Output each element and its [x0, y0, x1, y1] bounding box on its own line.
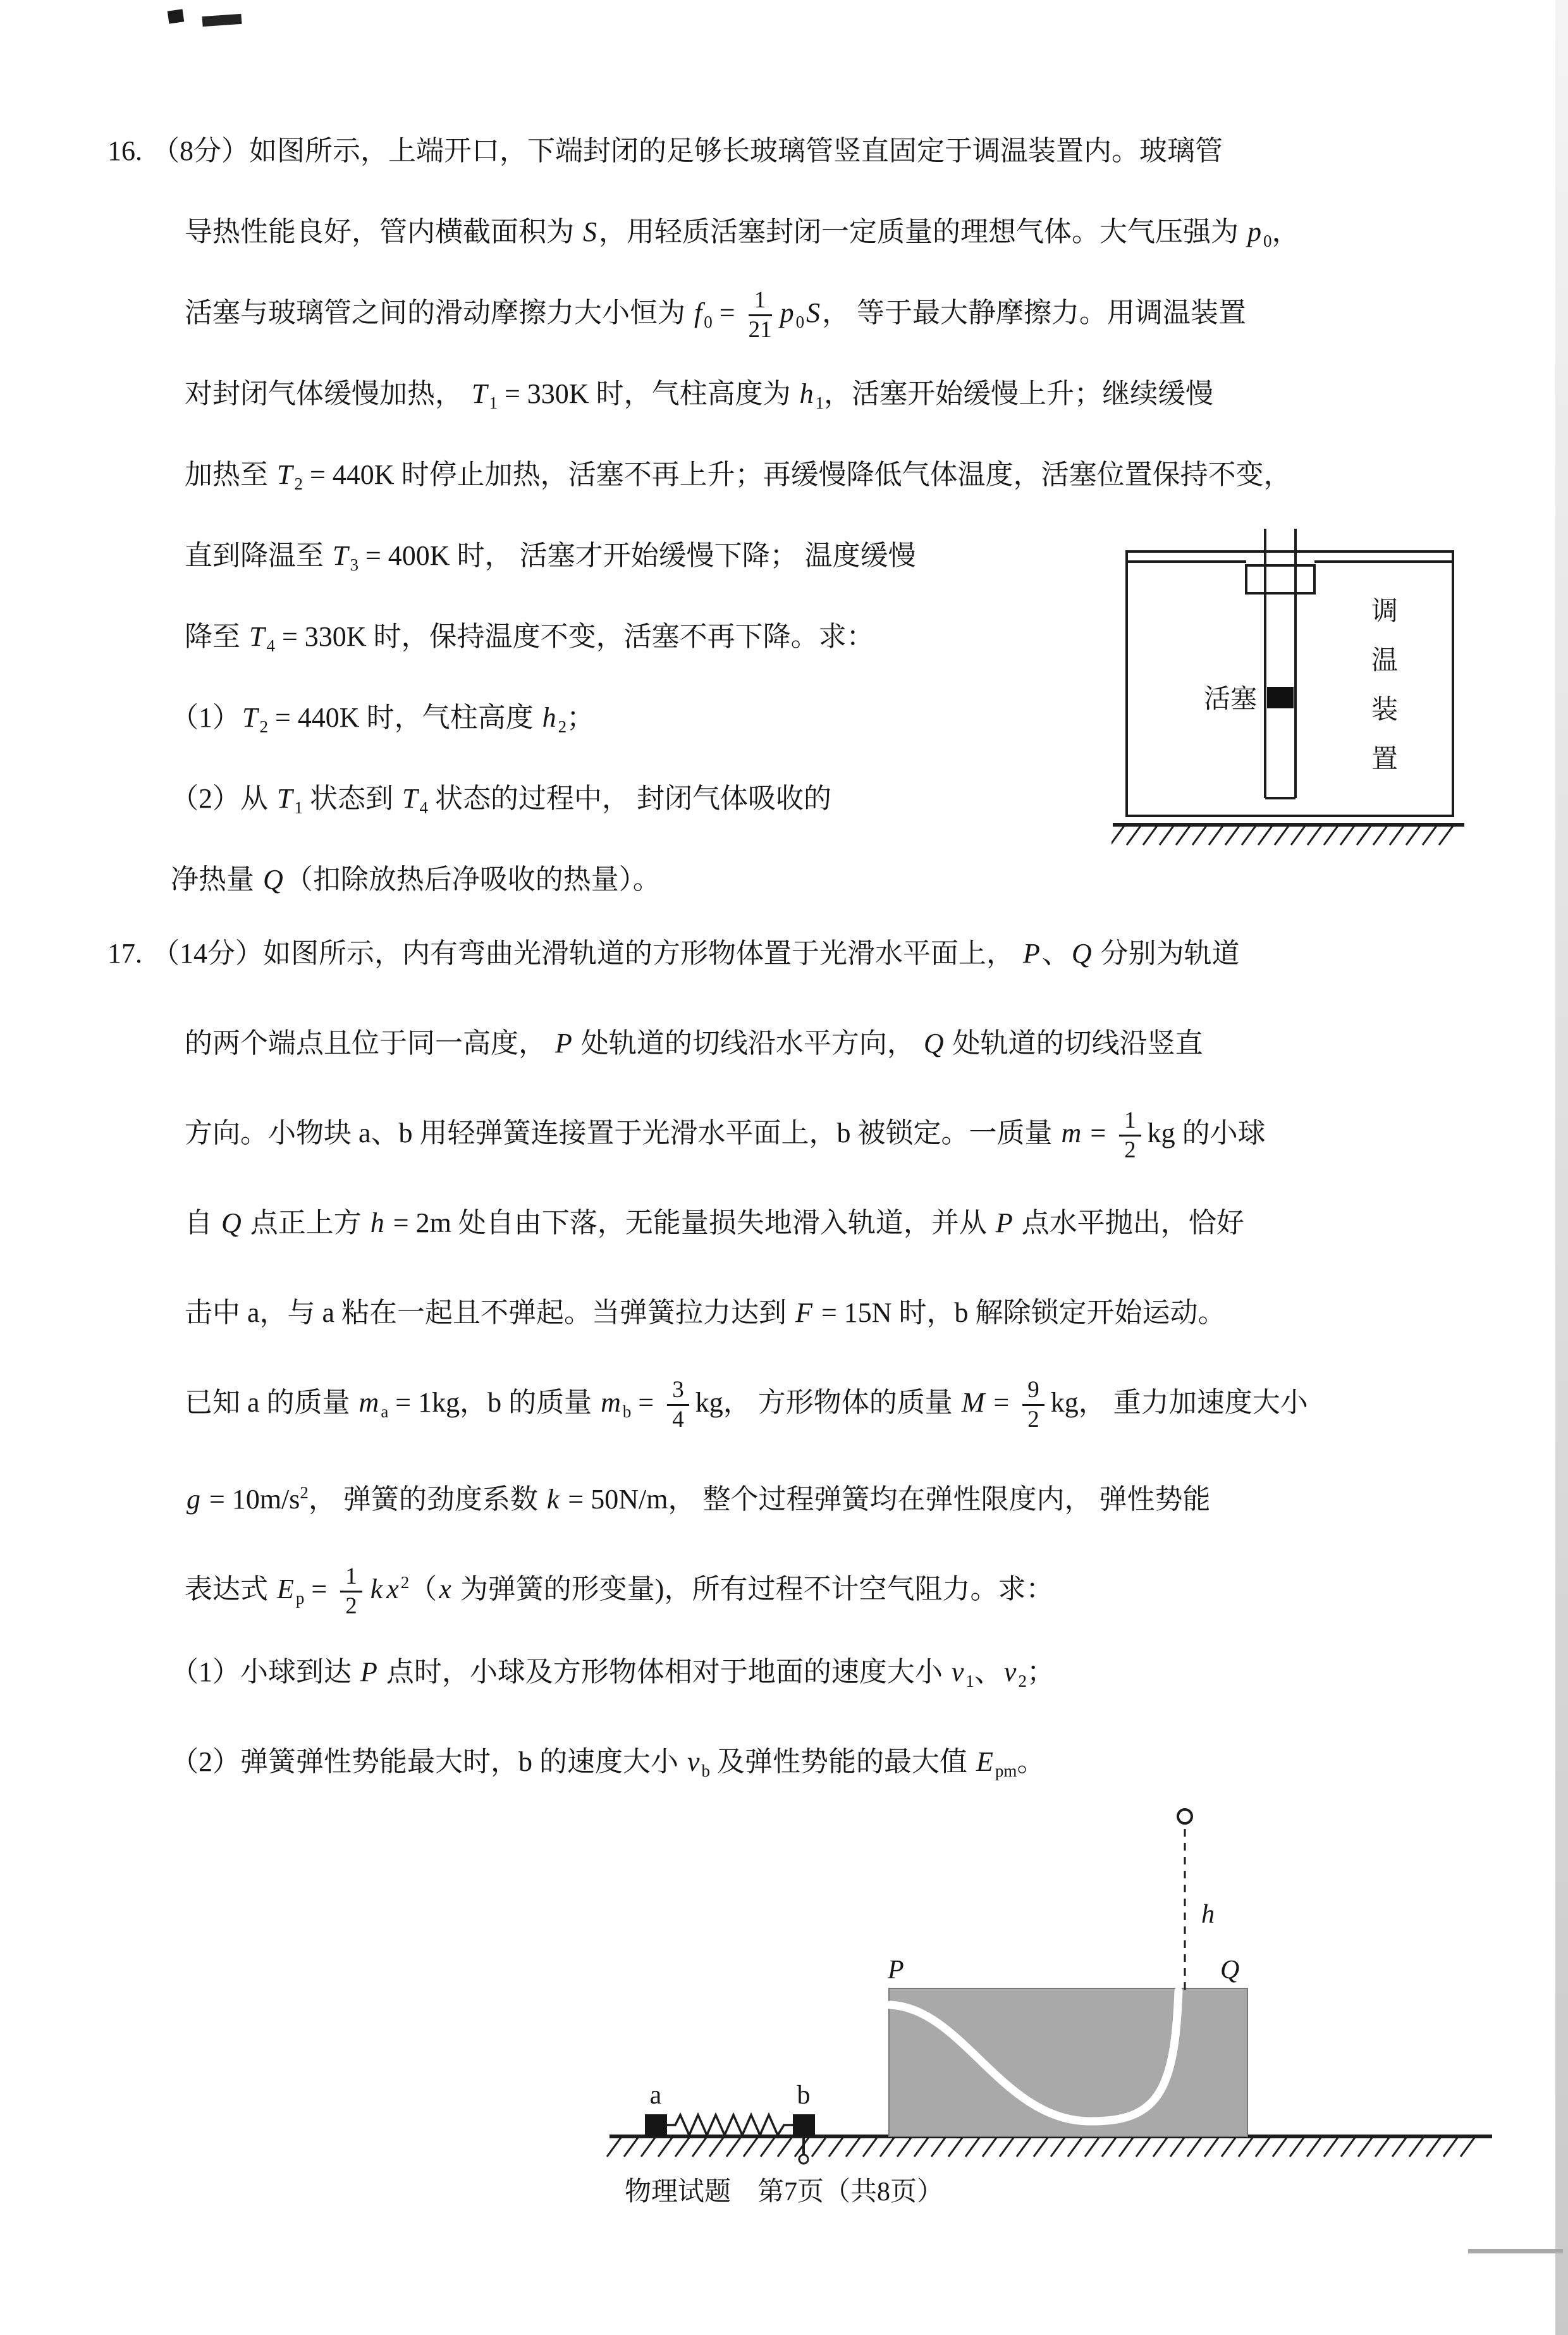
- text-run: =: [631, 1387, 661, 1418]
- text-line: [107, 1178, 1536, 1268]
- text-run: （1）小球到达: [171, 1656, 358, 1687]
- text-run: 及弹性势能的最大值: [710, 1746, 975, 1777]
- device-label-char: 置: [1371, 745, 1399, 774]
- text-run: 1: [294, 798, 303, 817]
- problem-17: [107, 909, 1536, 1807]
- math-var: P: [1023, 938, 1040, 969]
- text-line: [107, 1627, 1536, 1717]
- tube-clamp: [1246, 565, 1314, 593]
- page-footer: 物理试题 第7页（共8页）: [624, 2178, 943, 2207]
- lock-pin-head: [799, 2155, 808, 2164]
- math-var: F: [795, 1297, 812, 1328]
- text-run: ， 弹簧的劲度系数: [308, 1484, 545, 1515]
- text-run: 2: [294, 474, 303, 493]
- math-var: k: [370, 1574, 383, 1605]
- text-run: 已知 a 的质量: [185, 1387, 357, 1418]
- text-run: = 2m 处自由下落，无能量损失地滑入轨道，并从: [386, 1207, 994, 1238]
- text-run: ， 等于最大静摩擦力。用调温装置: [822, 297, 1247, 328]
- piston-label: 活塞: [1203, 685, 1257, 714]
- text-run: =: [986, 1387, 1017, 1418]
- text-run: 、: [974, 1656, 1002, 1687]
- text-run: 0: [1263, 231, 1272, 250]
- text-run: 3: [350, 555, 358, 574]
- text-run: 状态到: [302, 783, 400, 814]
- text-run: = 330K 时，保持温度不变，活塞不再下降。求：: [274, 621, 874, 652]
- text-run: 降至: [185, 621, 247, 652]
- math-var: T: [333, 540, 348, 571]
- text-run: 点正上方: [243, 1207, 369, 1238]
- ball: [1178, 1809, 1192, 1823]
- math-var: S: [583, 216, 597, 247]
- block-a: [645, 2114, 667, 2136]
- height-label: h: [1201, 1900, 1215, 1929]
- text-run: 、: [1041, 938, 1070, 969]
- text-run: （2）从: [171, 783, 275, 814]
- text-run: 1: [489, 393, 498, 412]
- math-var: p: [780, 297, 794, 328]
- text-run: 击中 a，与 a 粘在一起且不弹起。当弹簧拉力达到: [185, 1297, 794, 1328]
- text-run: 分别为轨道: [1093, 938, 1240, 969]
- text-line: [107, 192, 1536, 273]
- text-run: kg， 重力加速度大小: [1050, 1387, 1308, 1418]
- math-var: Q: [1071, 938, 1092, 969]
- device-box: [1127, 551, 1453, 816]
- text-run: 的两个端点且位于同一高度，: [185, 1028, 553, 1059]
- math-var: h: [542, 702, 556, 733]
- text-run: 0: [704, 312, 713, 331]
- text-run: （1）: [171, 702, 240, 733]
- text-run: = 440K 时，气柱高度: [267, 702, 541, 733]
- point-p-label: P: [888, 1956, 904, 1985]
- text-run: 方向。小物块 a、b 用轻弹簧连接置于光滑水平面上，b 被锁定。一质量: [185, 1118, 1060, 1149]
- text-run: p: [295, 1589, 305, 1608]
- text-run: b: [622, 1402, 632, 1421]
- text-run: =: [1083, 1118, 1113, 1149]
- text-run: （扣除放热后净吸收的热量）。: [285, 864, 661, 895]
- point-q-label: Q: [1220, 1956, 1240, 1985]
- math-var: S: [806, 297, 821, 328]
- math-var: T: [249, 621, 265, 652]
- math-var: g: [187, 1484, 200, 1515]
- diagram-thermo-device: [1112, 524, 1478, 878]
- text-run: 为弹簧的形变量)，所有过程不计空气阻力。求：: [453, 1574, 1054, 1605]
- text-run: （2）弹簧弹性势能最大时，b 的速度大小: [171, 1746, 685, 1777]
- text-run: 状态的过程中， 封闭气体吸收的: [427, 783, 831, 814]
- fraction: $\frac{1}{2}$: [340, 1565, 362, 1620]
- text-run: = 400K 时， 活塞才开始缓慢下降； 温度缓慢: [358, 540, 916, 571]
- math-var: P: [995, 1207, 1013, 1238]
- text-run: （: [409, 1574, 438, 1605]
- block-a-label: a: [649, 2081, 662, 2110]
- text-run: ，用轻质活塞封闭一定质量的理想气体。大气压强为: [599, 216, 1246, 247]
- math-var: m: [358, 1387, 379, 1418]
- math-var: T: [472, 378, 487, 409]
- scan-artifact: [168, 9, 185, 23]
- math-var: f: [694, 297, 702, 328]
- math-var: E: [976, 1746, 993, 1777]
- text-run: 活塞与玻璃管之间的滑动摩擦力大小恒为: [185, 297, 692, 328]
- ground-hatching: [607, 2138, 1474, 2157]
- math-var: v: [1003, 1656, 1017, 1687]
- text-run: kg， 方形物体的质量: [695, 1387, 960, 1418]
- text-run: = 1kg，b 的质量: [388, 1387, 599, 1418]
- text-run: a: [381, 1402, 389, 1421]
- scan-edge-shadow: [1555, 0, 1568, 2335]
- text-line: [107, 111, 1536, 192]
- text-run: 表达式: [185, 1574, 275, 1605]
- math-var: p: [1247, 216, 1261, 247]
- text-run: 导热性能良好，管内横截面积为: [185, 216, 581, 247]
- text-run: b: [701, 1761, 711, 1780]
- text-run: 直到降温至: [185, 540, 331, 571]
- text-line: [107, 273, 1536, 354]
- math-var: M: [961, 1387, 985, 1418]
- math-var: P: [555, 1028, 572, 1059]
- text-run: 1: [965, 1672, 974, 1691]
- text-line: [107, 999, 1536, 1088]
- math-var: Q: [923, 1028, 944, 1059]
- text-line: [107, 434, 1536, 515]
- device-label-char: 装: [1371, 696, 1399, 725]
- ground-hatching: [1112, 826, 1453, 845]
- text-run: 4: [266, 636, 275, 655]
- device-label-char: 温: [1371, 646, 1399, 675]
- text-line: [107, 1358, 1536, 1448]
- text-run: 加热至: [185, 459, 275, 490]
- fraction: $\frac{1}{2}$: [1119, 1109, 1141, 1164]
- text-run: ；: [1026, 1656, 1055, 1687]
- math-var: E: [277, 1574, 294, 1605]
- math-var: h: [799, 378, 814, 409]
- text-run: = 50N/m， 整个过程弹簧均在弹性限度内， 弹性势能: [561, 1484, 1211, 1515]
- math-var: P: [360, 1656, 377, 1687]
- math-var: T: [277, 459, 293, 490]
- math-var: T: [401, 783, 418, 814]
- math-var: h: [370, 1207, 384, 1238]
- fraction: $\frac{9}{2}$: [1022, 1378, 1044, 1433]
- fraction: $\frac{1}{21}$: [748, 286, 772, 343]
- text-run: ，活塞开始缓慢上升；继续缓慢: [824, 378, 1214, 409]
- device-label-char: 调: [1371, 597, 1399, 626]
- text-run: 点水平抛出，恰好: [1014, 1207, 1244, 1238]
- text-line: [107, 1448, 1536, 1537]
- text-run: 净热量: [171, 864, 261, 895]
- text-line: [107, 909, 1536, 999]
- text-run: 处轨道的切线沿竖直: [945, 1028, 1203, 1059]
- text-run: 自: [185, 1207, 219, 1238]
- text-run: = 440K 时停止加热，活塞不再上升；再缓慢降低气体温度，活塞位置保持不变，: [302, 459, 1292, 490]
- text-run: 0: [795, 312, 805, 331]
- text-run: 对封闭气体缓慢加热，: [185, 378, 470, 409]
- text-run: 。: [1017, 1746, 1045, 1777]
- math-var: x: [386, 1574, 399, 1605]
- text-run: 2: [400, 1573, 410, 1592]
- fraction: $\frac{3}{4}$: [667, 1378, 689, 1433]
- block-b: [793, 2114, 815, 2136]
- text-run: 1: [815, 393, 824, 412]
- text-run: =: [712, 297, 742, 328]
- math-var: v: [951, 1656, 964, 1687]
- text-run: （14分）如图所示，内有弯曲光滑轨道的方形物体置于光滑水平面上，: [152, 938, 1021, 969]
- math-var: Q: [263, 864, 283, 895]
- text-run: 2: [259, 717, 268, 736]
- problem-number: 16.: [107, 135, 142, 166]
- text-run: = 15N 时，b 解除锁定开始运动。: [814, 1297, 1226, 1328]
- text-run: 点时，小球及方形物体相对于地面的速度大小: [379, 1656, 950, 1687]
- text-run: 处轨道的切线沿水平方向，: [573, 1028, 922, 1059]
- text-run: ；: [567, 702, 595, 733]
- text-run: = 10m/s: [202, 1484, 300, 1515]
- text-run: kg 的小球: [1147, 1118, 1266, 1149]
- text-line: [107, 354, 1536, 434]
- piston: [1267, 687, 1294, 708]
- text-run: 2: [1018, 1672, 1027, 1691]
- spring: [667, 2115, 793, 2135]
- block-b-label: b: [797, 2081, 811, 2110]
- text-line: [107, 1268, 1536, 1358]
- math-var: T: [242, 702, 258, 733]
- math-var: x: [439, 1574, 451, 1605]
- math-var: m: [601, 1387, 621, 1418]
- problem-number: 17.: [107, 938, 142, 969]
- text-run: ，: [1271, 216, 1300, 247]
- diagram-track-spring: [606, 1789, 1497, 2181]
- text-run: 2: [558, 717, 567, 736]
- text-run: =: [304, 1574, 334, 1605]
- math-var: Q: [221, 1207, 242, 1238]
- scan-artifact: [1468, 2249, 1563, 2253]
- math-var: v: [687, 1746, 700, 1777]
- text-run: = 330K 时，气柱高度为: [497, 378, 798, 409]
- scan-artifact: [202, 14, 242, 27]
- text-line: [107, 1537, 1536, 1627]
- math-var: T: [277, 783, 293, 814]
- text-run: （8分）如图所示，上端开口，下端封闭的足够长玻璃管竖直固定于调温装置内。玻璃管: [152, 135, 1223, 166]
- math-var: k: [546, 1484, 560, 1515]
- text-run: 4: [419, 798, 428, 817]
- track-block: [889, 1988, 1247, 2136]
- text-run: pm: [995, 1761, 1017, 1780]
- math-var: m: [1061, 1118, 1082, 1149]
- text-line: [107, 1088, 1536, 1178]
- text-run: 2: [300, 1483, 309, 1502]
